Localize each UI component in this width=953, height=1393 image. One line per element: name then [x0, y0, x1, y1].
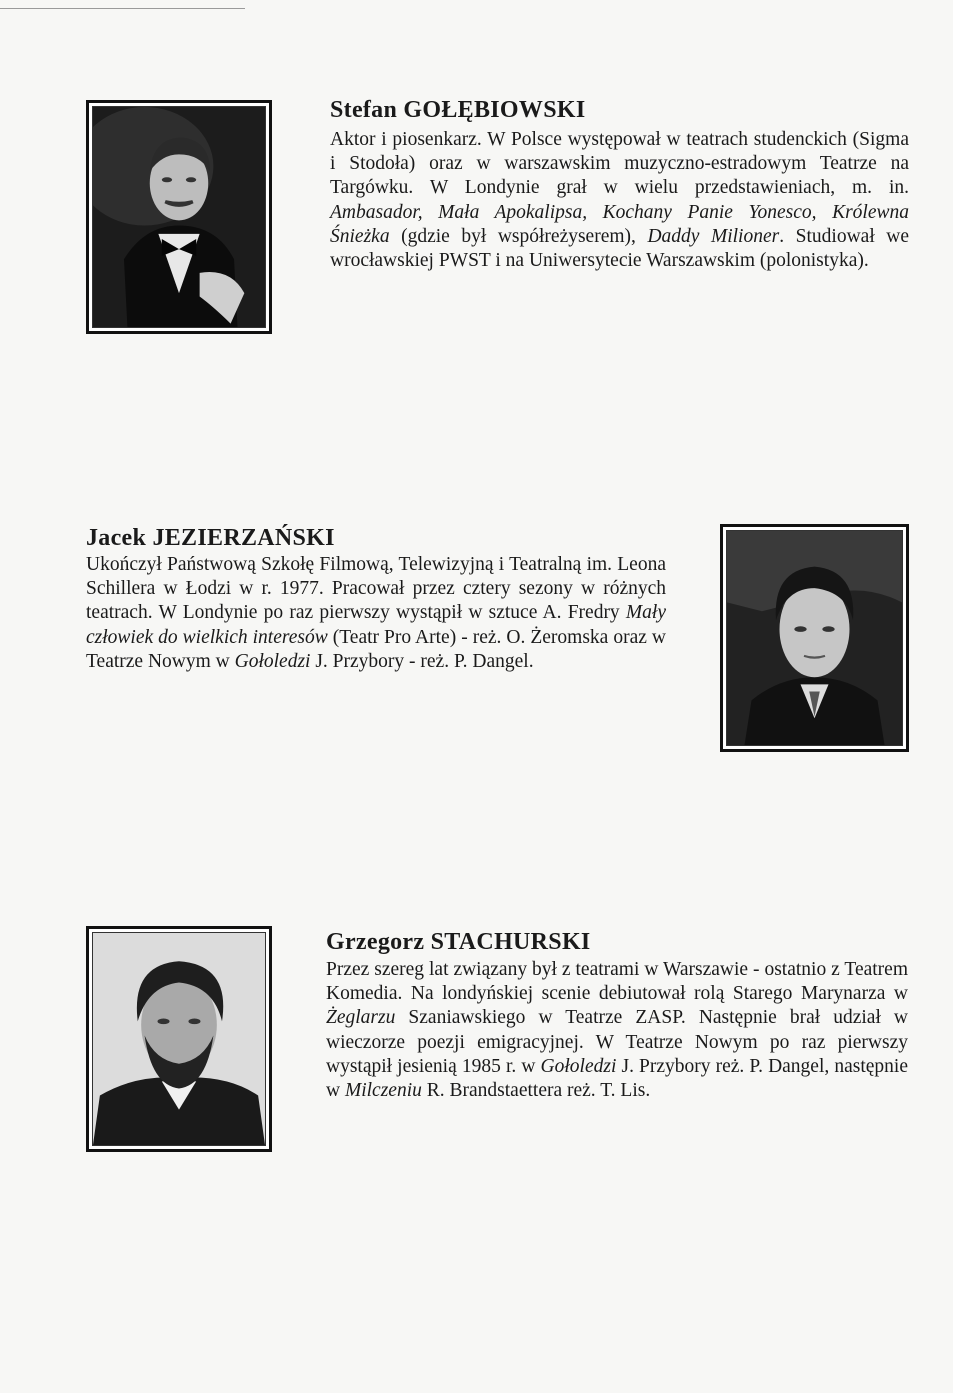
bio-text: Przez szereg lat związany był z teatrami w Warszawie - ostatnio z Teatrem Komedia. Na londyńskiej scenie debiutował rolą Starego Marynarza w	[326, 959, 908, 1005]
person-name: Stefan GOŁĘBIOWSKI	[330, 97, 586, 123]
bio-text: Szaniawskiego w Teatrze ZASP. Następnie brał udział w wieczorze poezji emigracyjnej. W Teatrze Nowym po raz pierwszy wystąpił jesienią 1985 r. w	[326, 1007, 908, 1077]
bio-paragraph	[86, 553, 666, 674]
bio-text: J. Przybory - reż. P. Dangel.	[310, 650, 534, 672]
person-name: Grzegorz STACHURSKI	[326, 929, 591, 955]
bio-text: . Studiował we wrocławskiej PWST i na Uniwersytecie Warszawskim (polonistyka).	[330, 225, 910, 272]
bio-text: J. Przybory reż. P. Dangel, następnie w	[326, 1055, 909, 1102]
bio-text: (Teatr Pro Arte) - reż. O. Żeromska oraz w Teatrze Nowym w	[86, 626, 666, 672]
bio-text: Ukończył Państwową Szkołę Filmową, Telewizyjną i Teatralną im. Leona Schillera w Łodzi w r. 1977. Pracował przez cztery sezony w różnych teatrach. W Londynie po raz pierwszy wystąpił w sztuce A. Fredry	[86, 554, 666, 624]
bio-title-italic: Ambasador, Mała Apokalipsa, Kochany Panie Yonesco, Królewna Śnieżka	[330, 201, 909, 247]
bio-title-italic: Daddy Milioner	[647, 225, 780, 247]
bio-text: (gdzie był współreżyserem),	[389, 225, 648, 247]
top-rule	[0, 8, 245, 9]
bio-text: R. Brandstaettera reż. T. Lis.	[421, 1080, 651, 1102]
bio-paragraph	[326, 958, 908, 1103]
bio-title-italic: Milczeniu	[344, 1080, 422, 1102]
portrait-photo-jacek	[720, 524, 909, 752]
portrait-photo-stefan	[86, 100, 272, 334]
bio-title-italic: Gołoledzi	[234, 650, 311, 672]
bio-text: Aktor i piosenkarz. W Polsce występował w teatrach studenckich (Sigma i Stodoła) oraz w warszawskim muzyczno-estradowym Teatrze na Targówku. W Londynie grał w wielu przedstawieniach, m. in.	[330, 129, 909, 199]
bio-title-italic: Gołoledzi	[540, 1055, 617, 1077]
person-bio	[330, 128, 909, 273]
bio-title-italic: Mały człowiek do wielkich interesów	[86, 602, 666, 648]
person-bio	[86, 553, 666, 674]
bio-title-italic: Żeglarzu	[326, 1007, 396, 1029]
person-bio	[326, 958, 908, 1103]
portrait-photo-grzegorz	[86, 926, 272, 1152]
bio-paragraph	[330, 128, 909, 273]
person-name: Jacek JEZIERZAŃSKI	[86, 525, 335, 551]
